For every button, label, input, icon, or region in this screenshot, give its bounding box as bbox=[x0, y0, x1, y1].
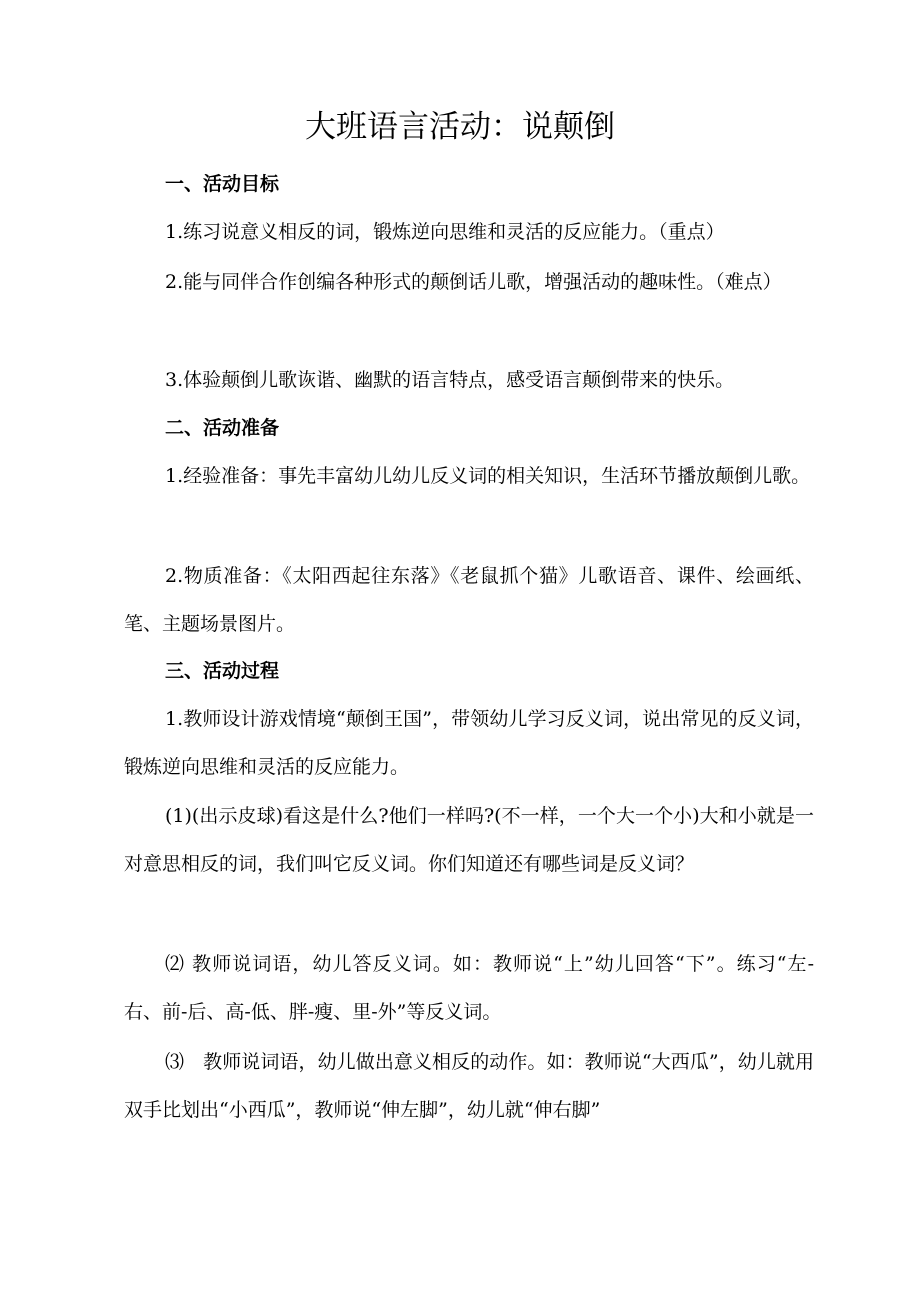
section-heading-preparation: 二、活动准备 bbox=[165, 417, 280, 439]
goal-paragraph-1: 1.练习说意义相反的词，锻炼逆向思维和灵活的反应能力。（重点） bbox=[165, 221, 725, 243]
process-paragraph-4: ⑶ 教师说词语，幼儿做出意义相反的动作。如：教师说“大西瓜”，幼儿就用双手比划出“小西瓜”，教师说“伸左脚”，幼儿就“伸右脚” bbox=[124, 1051, 814, 1121]
process-paragraph-3: ⑵ 教师说词语，幼儿答反义词。如：教师说“上”幼儿回答“下”。练习“左-右、前-后、高-低、胖-瘦、里-外”等反义词。 bbox=[124, 953, 814, 1023]
goal-paragraph-3: 3.体验颠倒儿歌诙谐、幽默的语言特点，感受语言颠倒带来的快乐。 bbox=[165, 369, 735, 391]
document-title: 大班语言活动：说颠倒 bbox=[305, 109, 615, 145]
preparation-paragraph-1: 1.经验准备：事先丰富幼儿幼儿反义词的相关知识，生活环节播放颠倒儿歌。 bbox=[165, 465, 811, 487]
section-heading-process: 三、活动过程 bbox=[165, 660, 280, 682]
process-paragraph-1: 1.教师设计游戏情境“颠倒王国”，带领幼儿学习反义词，说出常见的反义词，锻炼逆向思维和灵活的反应能力。 bbox=[124, 708, 814, 778]
goal-paragraph-2: 2.能与同伴合作创编各种形式的颠倒话儿歌，增强活动的趣味性。（难点） bbox=[165, 271, 782, 293]
preparation-paragraph-2: 2.物质准备：《太阳西起往东落》《老鼠抓个猫》儿歌语音、课件、绘画纸、笔、主题场景图片。 bbox=[124, 565, 814, 635]
section-heading-goals: 一、活动目标 bbox=[165, 173, 280, 195]
process-paragraph-2: (1)(出示皮球)看这是什么?他们一样吗?(不一样，一个大一个小)大和小就是一对意思相反的词，我们叫它反义词。你们知道还有哪些词是反义词？ bbox=[124, 805, 814, 875]
